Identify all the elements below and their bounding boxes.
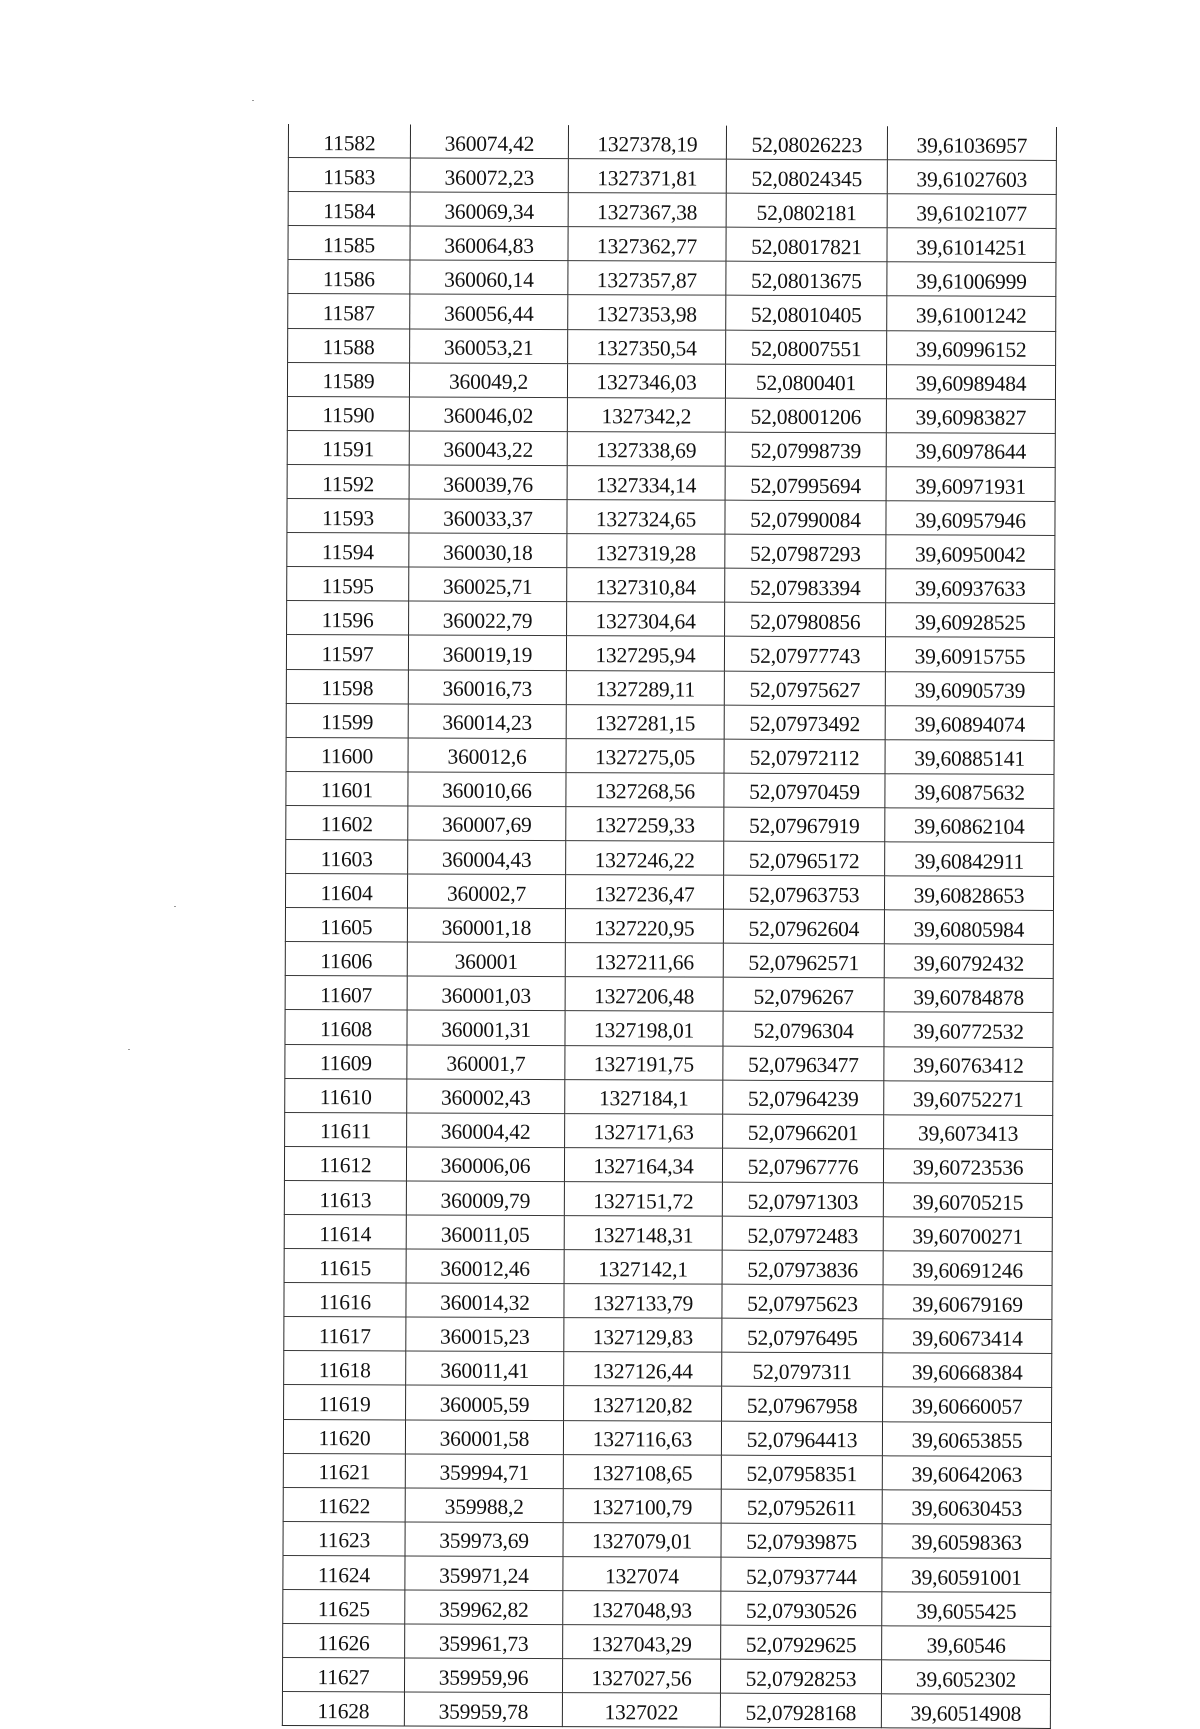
latitude-cell: 52,07967958 bbox=[722, 1387, 883, 1422]
table-row bbox=[284, 1249, 1052, 1286]
latitude-cell: 52,07983394 bbox=[725, 568, 886, 603]
longitude-cell: 39,60591001 bbox=[882, 1558, 1051, 1593]
latitude-cell: 52,0796267 bbox=[723, 978, 884, 1013]
latitude-cell: 52,07928168 bbox=[720, 1693, 881, 1728]
x-coordinate-cell: 360001,03 bbox=[407, 976, 565, 1011]
y-coordinate-cell: 1327281,15 bbox=[566, 704, 724, 739]
point-number-cell: 11603 bbox=[286, 839, 408, 874]
point-number-cell: 11595 bbox=[287, 567, 409, 602]
y-coordinate-cell: 1327142,1 bbox=[564, 1250, 722, 1285]
point-number-cell: 11616 bbox=[284, 1283, 406, 1318]
table-row bbox=[284, 1283, 1052, 1320]
y-coordinate-cell: 1327350,54 bbox=[568, 329, 726, 364]
x-coordinate-cell: 360056,44 bbox=[410, 294, 568, 329]
y-coordinate-cell: 1327211,66 bbox=[565, 943, 723, 978]
longitude-cell: 39,60915755 bbox=[885, 637, 1054, 672]
table-row bbox=[288, 260, 1056, 297]
longitude-cell: 39,60978644 bbox=[886, 433, 1055, 468]
point-number-cell: 11621 bbox=[283, 1453, 405, 1488]
scan-speck bbox=[252, 100, 254, 101]
latitude-cell: 52,07977743 bbox=[724, 637, 885, 672]
y-coordinate-cell: 1327206,48 bbox=[565, 977, 723, 1012]
table-row bbox=[285, 874, 1053, 911]
longitude-cell: 39,60842911 bbox=[885, 842, 1054, 877]
longitude-cell: 39,60723536 bbox=[883, 1149, 1052, 1184]
table-row bbox=[283, 1555, 1051, 1592]
table-row bbox=[284, 1317, 1052, 1354]
x-coordinate-cell: 359959,78 bbox=[404, 1692, 562, 1727]
table-row bbox=[285, 1010, 1053, 1047]
longitude-cell: 39,61036957 bbox=[887, 126, 1056, 160]
longitude-cell: 39,60598363 bbox=[882, 1524, 1051, 1559]
point-number-cell: 11601 bbox=[286, 771, 408, 806]
table-row bbox=[284, 1214, 1052, 1251]
point-number-cell: 11626 bbox=[283, 1624, 405, 1659]
point-number-cell: 11607 bbox=[285, 976, 407, 1011]
latitude-cell: 52,07963753 bbox=[723, 875, 884, 910]
latitude-cell: 52,08001206 bbox=[725, 398, 886, 433]
table-row bbox=[288, 328, 1056, 365]
x-coordinate-cell: 360019,19 bbox=[408, 635, 566, 670]
latitude-cell: 52,08010405 bbox=[726, 296, 887, 331]
x-coordinate-cell: 360001,31 bbox=[407, 1010, 565, 1045]
table-row bbox=[284, 1351, 1052, 1388]
longitude-cell: 39,60546 bbox=[882, 1626, 1051, 1661]
longitude-cell: 39,60894074 bbox=[885, 705, 1054, 740]
longitude-cell: 39,60875632 bbox=[885, 774, 1054, 809]
table-row bbox=[284, 1180, 1052, 1217]
longitude-cell: 39,60752271 bbox=[884, 1080, 1053, 1115]
latitude-cell: 52,07928253 bbox=[720, 1659, 881, 1694]
y-coordinate-cell: 1327304,64 bbox=[567, 602, 725, 637]
table-row bbox=[285, 976, 1053, 1013]
longitude-cell: 39,60862104 bbox=[885, 808, 1054, 843]
latitude-cell: 52,07975623 bbox=[722, 1284, 883, 1319]
y-coordinate-cell: 1327268,56 bbox=[566, 772, 724, 807]
longitude-cell: 39,60653855 bbox=[882, 1421, 1051, 1456]
longitude-cell: 39,60971931 bbox=[886, 467, 1055, 502]
x-coordinate-cell: 360072,23 bbox=[410, 158, 568, 193]
point-number-cell: 11586 bbox=[288, 260, 410, 295]
x-coordinate-cell: 360069,34 bbox=[410, 192, 568, 227]
scan-speck bbox=[174, 906, 176, 907]
y-coordinate-cell: 1327362,77 bbox=[568, 227, 726, 262]
table-row bbox=[282, 1692, 1050, 1729]
y-coordinate-cell: 1327353,98 bbox=[568, 295, 726, 330]
table-row bbox=[285, 942, 1053, 979]
point-number-cell: 11599 bbox=[286, 703, 408, 738]
point-number-cell: 11602 bbox=[286, 805, 408, 840]
latitude-cell: 52,08017821 bbox=[726, 227, 887, 262]
table-row bbox=[283, 1590, 1051, 1627]
y-coordinate-cell: 1327079,01 bbox=[563, 1522, 721, 1557]
latitude-cell: 52,07965172 bbox=[724, 841, 885, 876]
x-coordinate-cell: 360002,7 bbox=[407, 874, 565, 909]
y-coordinate-cell: 1327022 bbox=[562, 1693, 720, 1728]
table-row bbox=[287, 362, 1055, 399]
x-coordinate-cell: 360014,23 bbox=[408, 704, 566, 739]
table-row bbox=[286, 839, 1054, 876]
longitude-cell: 39,60700271 bbox=[883, 1217, 1052, 1252]
x-coordinate-cell: 359973,69 bbox=[405, 1522, 563, 1557]
table-row bbox=[284, 1146, 1052, 1183]
point-number-cell: 11628 bbox=[282, 1692, 404, 1727]
latitude-cell: 52,07990084 bbox=[725, 500, 886, 535]
y-coordinate-cell: 1327048,93 bbox=[563, 1591, 721, 1626]
y-coordinate-cell: 1327295,94 bbox=[566, 636, 724, 671]
point-number-cell: 11624 bbox=[283, 1555, 405, 1590]
y-coordinate-cell: 1327129,83 bbox=[564, 1318, 722, 1353]
longitude-cell: 39,6055425 bbox=[882, 1592, 1051, 1627]
x-coordinate-cell: 360012,46 bbox=[406, 1249, 564, 1284]
x-coordinate-cell: 360025,71 bbox=[409, 567, 567, 602]
latitude-cell: 52,0802181 bbox=[726, 193, 887, 228]
longitude-cell: 39,60983827 bbox=[886, 399, 1055, 434]
latitude-cell: 52,07971303 bbox=[722, 1182, 883, 1217]
point-number-cell: 11609 bbox=[285, 1044, 407, 1079]
point-number-cell: 11592 bbox=[287, 464, 409, 499]
x-coordinate-cell: 360009,79 bbox=[406, 1181, 564, 1216]
longitude-cell: 39,60784878 bbox=[884, 978, 1053, 1013]
longitude-cell: 39,61014251 bbox=[887, 228, 1056, 263]
longitude-cell: 39,60805984 bbox=[884, 910, 1053, 945]
point-number-cell: 11582 bbox=[288, 124, 410, 158]
y-coordinate-cell: 1327378,19 bbox=[568, 125, 726, 159]
latitude-cell: 52,07962604 bbox=[723, 909, 884, 944]
x-coordinate-cell: 360012,6 bbox=[408, 738, 566, 773]
x-coordinate-cell: 360053,21 bbox=[410, 329, 568, 364]
y-coordinate-cell: 1327126,44 bbox=[564, 1352, 722, 1387]
point-number-cell: 11627 bbox=[282, 1658, 404, 1693]
y-coordinate-cell: 1327191,75 bbox=[565, 1045, 723, 1080]
point-number-cell: 11605 bbox=[285, 908, 407, 943]
y-coordinate-cell: 1327289,11 bbox=[566, 670, 724, 705]
point-number-cell: 11591 bbox=[287, 430, 409, 465]
x-coordinate-cell: 359961,73 bbox=[405, 1624, 563, 1659]
x-coordinate-cell: 360049,2 bbox=[409, 363, 567, 398]
y-coordinate-cell: 1327133,79 bbox=[564, 1284, 722, 1319]
table-row bbox=[287, 464, 1055, 501]
longitude-cell: 39,60691246 bbox=[883, 1251, 1052, 1286]
y-coordinate-cell: 1327198,01 bbox=[565, 1011, 723, 1046]
latitude-cell: 52,07963477 bbox=[723, 1046, 884, 1081]
y-coordinate-cell: 1327357,87 bbox=[568, 261, 726, 296]
latitude-cell: 52,07973836 bbox=[722, 1250, 883, 1285]
y-coordinate-cell: 1327116,63 bbox=[563, 1420, 721, 1455]
table-row bbox=[287, 567, 1055, 604]
x-coordinate-cell: 360074,42 bbox=[410, 124, 568, 158]
longitude-cell: 39,60705215 bbox=[883, 1183, 1052, 1218]
y-coordinate-cell: 1327148,31 bbox=[564, 1216, 722, 1251]
latitude-cell: 52,07967776 bbox=[722, 1148, 883, 1183]
latitude-cell: 52,07970459 bbox=[724, 773, 885, 808]
point-number-cell: 11590 bbox=[287, 396, 409, 431]
point-number-cell: 11617 bbox=[284, 1317, 406, 1352]
table-row bbox=[283, 1624, 1051, 1661]
longitude-cell: 39,60989484 bbox=[886, 364, 1055, 399]
x-coordinate-cell: 360064,83 bbox=[410, 226, 568, 261]
table-row bbox=[283, 1521, 1051, 1558]
point-number-cell: 11606 bbox=[285, 942, 407, 977]
latitude-cell: 52,07973492 bbox=[724, 705, 885, 740]
x-coordinate-cell: 359959,96 bbox=[404, 1658, 562, 1693]
point-number-cell: 11600 bbox=[286, 737, 408, 772]
table-row bbox=[287, 499, 1055, 536]
latitude-cell: 52,0800401 bbox=[725, 364, 886, 399]
coordinates-table-body bbox=[282, 124, 1056, 1729]
y-coordinate-cell: 1327246,22 bbox=[566, 841, 724, 876]
table-row bbox=[286, 805, 1054, 842]
latitude-cell: 52,07962571 bbox=[723, 943, 884, 978]
point-number-cell: 11613 bbox=[284, 1180, 406, 1215]
point-number-cell: 11597 bbox=[286, 635, 408, 670]
x-coordinate-cell: 359962,82 bbox=[405, 1590, 563, 1625]
table-row bbox=[284, 1385, 1052, 1422]
table-row bbox=[286, 703, 1054, 740]
x-coordinate-cell: 360010,66 bbox=[408, 772, 566, 807]
longitude-cell: 39,6073413 bbox=[884, 1115, 1053, 1150]
scan-speck bbox=[128, 1049, 130, 1050]
y-coordinate-cell: 1327342,2 bbox=[567, 397, 725, 432]
x-coordinate-cell: 360002,43 bbox=[407, 1079, 565, 1114]
longitude-cell: 39,60660057 bbox=[883, 1387, 1052, 1422]
latitude-cell: 52,07958351 bbox=[721, 1455, 882, 1490]
latitude-cell: 52,07939875 bbox=[721, 1523, 882, 1558]
longitude-cell: 39,6052302 bbox=[881, 1660, 1050, 1695]
table-row bbox=[283, 1487, 1051, 1524]
latitude-cell: 52,07987293 bbox=[725, 534, 886, 569]
latitude-cell: 52,07967919 bbox=[724, 807, 885, 842]
point-number-cell: 11596 bbox=[287, 601, 409, 636]
y-coordinate-cell: 1327220,95 bbox=[565, 909, 723, 944]
longitude-cell: 39,60828653 bbox=[884, 876, 1053, 911]
x-coordinate-cell: 360016,73 bbox=[408, 669, 566, 704]
longitude-cell: 39,60950042 bbox=[886, 535, 1055, 570]
x-coordinate-cell: 360015,23 bbox=[406, 1317, 564, 1352]
table-row bbox=[283, 1419, 1051, 1456]
latitude-cell: 52,07952611 bbox=[721, 1489, 882, 1524]
table-row bbox=[285, 1078, 1053, 1115]
table-row bbox=[285, 1112, 1053, 1149]
latitude-cell: 52,07929625 bbox=[721, 1625, 882, 1660]
point-number-cell: 11611 bbox=[285, 1112, 407, 1147]
latitude-cell: 52,07930526 bbox=[721, 1591, 882, 1626]
point-number-cell: 11594 bbox=[287, 533, 409, 568]
point-number-cell: 11589 bbox=[287, 362, 409, 397]
y-coordinate-cell: 1327027,56 bbox=[562, 1659, 720, 1694]
longitude-cell: 39,60763412 bbox=[884, 1046, 1053, 1081]
x-coordinate-cell: 359971,24 bbox=[405, 1556, 563, 1591]
point-number-cell: 11610 bbox=[285, 1078, 407, 1113]
longitude-cell: 39,60673414 bbox=[883, 1319, 1052, 1354]
table-row bbox=[287, 533, 1055, 570]
longitude-cell: 39,61001242 bbox=[887, 296, 1056, 331]
point-number-cell: 11622 bbox=[283, 1487, 405, 1522]
x-coordinate-cell: 359988,2 bbox=[405, 1488, 563, 1523]
y-coordinate-cell: 1327074 bbox=[563, 1557, 721, 1592]
longitude-cell: 39,60642063 bbox=[882, 1455, 1051, 1490]
longitude-cell: 39,60905739 bbox=[885, 671, 1054, 706]
point-number-cell: 11604 bbox=[285, 874, 407, 909]
latitude-cell: 52,07975627 bbox=[724, 671, 885, 706]
x-coordinate-cell: 360004,43 bbox=[408, 840, 566, 875]
longitude-cell: 39,61021077 bbox=[887, 194, 1056, 229]
longitude-cell: 39,60937633 bbox=[886, 569, 1055, 604]
point-number-cell: 11619 bbox=[284, 1385, 406, 1420]
table-row bbox=[286, 737, 1054, 774]
latitude-cell: 52,07980856 bbox=[725, 602, 886, 637]
longitude-cell: 39,60928525 bbox=[886, 603, 1055, 638]
table-row bbox=[287, 396, 1055, 433]
latitude-cell: 52,08007551 bbox=[726, 330, 887, 365]
point-number-cell: 11625 bbox=[283, 1590, 405, 1625]
point-number-cell: 11598 bbox=[286, 669, 408, 704]
point-number-cell: 11585 bbox=[288, 226, 410, 261]
latitude-cell: 52,08026223 bbox=[726, 126, 887, 160]
longitude-cell: 39,60957946 bbox=[886, 501, 1055, 536]
y-coordinate-cell: 1327259,33 bbox=[566, 806, 724, 841]
y-coordinate-cell: 1327371,81 bbox=[568, 159, 726, 194]
x-coordinate-cell: 360011,41 bbox=[406, 1351, 564, 1386]
y-coordinate-cell: 1327346,03 bbox=[567, 363, 725, 398]
point-number-cell: 11612 bbox=[284, 1146, 406, 1181]
x-coordinate-cell: 360022,79 bbox=[409, 601, 567, 636]
y-coordinate-cell: 1327338,69 bbox=[567, 431, 725, 466]
latitude-cell: 52,08013675 bbox=[726, 262, 887, 297]
y-coordinate-cell: 1327324,65 bbox=[567, 500, 725, 535]
longitude-cell: 39,60668384 bbox=[883, 1353, 1052, 1388]
x-coordinate-cell: 360004,42 bbox=[407, 1113, 565, 1148]
x-coordinate-cell: 360033,37 bbox=[409, 499, 567, 534]
y-coordinate-cell: 1327171,63 bbox=[565, 1113, 723, 1148]
y-coordinate-cell: 1327367,38 bbox=[568, 193, 726, 228]
x-coordinate-cell: 360001,58 bbox=[405, 1420, 563, 1455]
x-coordinate-cell: 360043,22 bbox=[409, 431, 567, 466]
latitude-cell: 52,07976495 bbox=[722, 1318, 883, 1353]
latitude-cell: 52,07964239 bbox=[723, 1080, 884, 1115]
point-number-cell: 11615 bbox=[284, 1249, 406, 1284]
table-row bbox=[286, 635, 1054, 672]
table-row bbox=[287, 430, 1055, 467]
y-coordinate-cell: 1327164,34 bbox=[564, 1147, 722, 1182]
point-number-cell: 11620 bbox=[283, 1419, 405, 1454]
latitude-cell: 52,07998739 bbox=[725, 432, 886, 467]
y-coordinate-cell: 1327151,72 bbox=[564, 1181, 722, 1216]
latitude-cell: 52,07995694 bbox=[725, 466, 886, 501]
longitude-cell: 39,60792432 bbox=[884, 944, 1053, 979]
longitude-cell: 39,60996152 bbox=[887, 330, 1056, 365]
longitude-cell: 39,61006999 bbox=[887, 262, 1056, 297]
y-coordinate-cell: 1327275,05 bbox=[566, 738, 724, 773]
table-row bbox=[282, 1658, 1050, 1695]
point-number-cell: 11588 bbox=[288, 328, 410, 363]
latitude-cell: 52,07937744 bbox=[721, 1557, 882, 1592]
point-number-cell: 11608 bbox=[285, 1010, 407, 1045]
x-coordinate-cell: 360011,05 bbox=[406, 1215, 564, 1250]
coordinates-table bbox=[282, 124, 1057, 1729]
longitude-cell: 39,60772532 bbox=[884, 1012, 1053, 1047]
x-coordinate-cell: 360014,32 bbox=[406, 1283, 564, 1318]
x-coordinate-cell: 360001,18 bbox=[407, 908, 565, 943]
longitude-cell: 39,60679169 bbox=[883, 1285, 1052, 1320]
table-row bbox=[285, 1044, 1053, 1081]
x-coordinate-cell: 360005,59 bbox=[406, 1385, 564, 1420]
latitude-cell: 52,0796304 bbox=[723, 1012, 884, 1047]
y-coordinate-cell: 1327236,47 bbox=[565, 875, 723, 910]
table-row bbox=[288, 124, 1056, 161]
y-coordinate-cell: 1327184,1 bbox=[565, 1079, 723, 1114]
x-coordinate-cell: 360030,18 bbox=[409, 533, 567, 568]
point-number-cell: 11623 bbox=[283, 1521, 405, 1556]
table-row bbox=[286, 669, 1054, 706]
y-coordinate-cell: 1327100,79 bbox=[563, 1488, 721, 1523]
longitude-cell: 39,61027603 bbox=[887, 160, 1056, 195]
point-number-cell: 11587 bbox=[288, 294, 410, 329]
latitude-cell: 52,07972483 bbox=[722, 1216, 883, 1251]
y-coordinate-cell: 1327334,14 bbox=[567, 466, 725, 501]
table-row bbox=[286, 771, 1054, 808]
table-row bbox=[288, 158, 1056, 195]
y-coordinate-cell: 1327120,82 bbox=[564, 1386, 722, 1421]
y-coordinate-cell: 1327043,29 bbox=[563, 1625, 721, 1660]
x-coordinate-cell: 360039,76 bbox=[409, 465, 567, 500]
x-coordinate-cell: 360001,7 bbox=[407, 1044, 565, 1079]
x-coordinate-cell: 359994,71 bbox=[405, 1454, 563, 1489]
latitude-cell: 52,08024345 bbox=[726, 159, 887, 194]
point-number-cell: 11584 bbox=[288, 192, 410, 227]
point-number-cell: 11583 bbox=[288, 158, 410, 193]
table-row bbox=[285, 908, 1053, 945]
x-coordinate-cell: 360001 bbox=[407, 942, 565, 977]
x-coordinate-cell: 360006,06 bbox=[406, 1147, 564, 1182]
y-coordinate-cell: 1327319,28 bbox=[567, 534, 725, 569]
y-coordinate-cell: 1327310,84 bbox=[567, 568, 725, 603]
longitude-cell: 39,60885141 bbox=[885, 739, 1054, 774]
longitude-cell: 39,60630453 bbox=[882, 1490, 1051, 1525]
latitude-cell: 52,07964413 bbox=[721, 1421, 882, 1456]
table-row bbox=[288, 294, 1056, 331]
point-number-cell: 11614 bbox=[284, 1214, 406, 1249]
point-number-cell: 11593 bbox=[287, 499, 409, 534]
table-row bbox=[288, 192, 1056, 229]
table-row bbox=[283, 1453, 1051, 1490]
x-coordinate-cell: 360046,02 bbox=[409, 397, 567, 432]
table-row bbox=[287, 601, 1055, 638]
longitude-cell: 39,60514908 bbox=[881, 1694, 1050, 1729]
latitude-cell: 52,0797311 bbox=[722, 1353, 883, 1388]
x-coordinate-cell: 360060,14 bbox=[410, 260, 568, 295]
y-coordinate-cell: 1327108,65 bbox=[563, 1454, 721, 1489]
latitude-cell: 52,07972112 bbox=[724, 739, 885, 774]
latitude-cell: 52,07966201 bbox=[723, 1114, 884, 1149]
point-number-cell: 11618 bbox=[284, 1351, 406, 1386]
table-row bbox=[288, 226, 1056, 263]
x-coordinate-cell: 360007,69 bbox=[408, 806, 566, 841]
